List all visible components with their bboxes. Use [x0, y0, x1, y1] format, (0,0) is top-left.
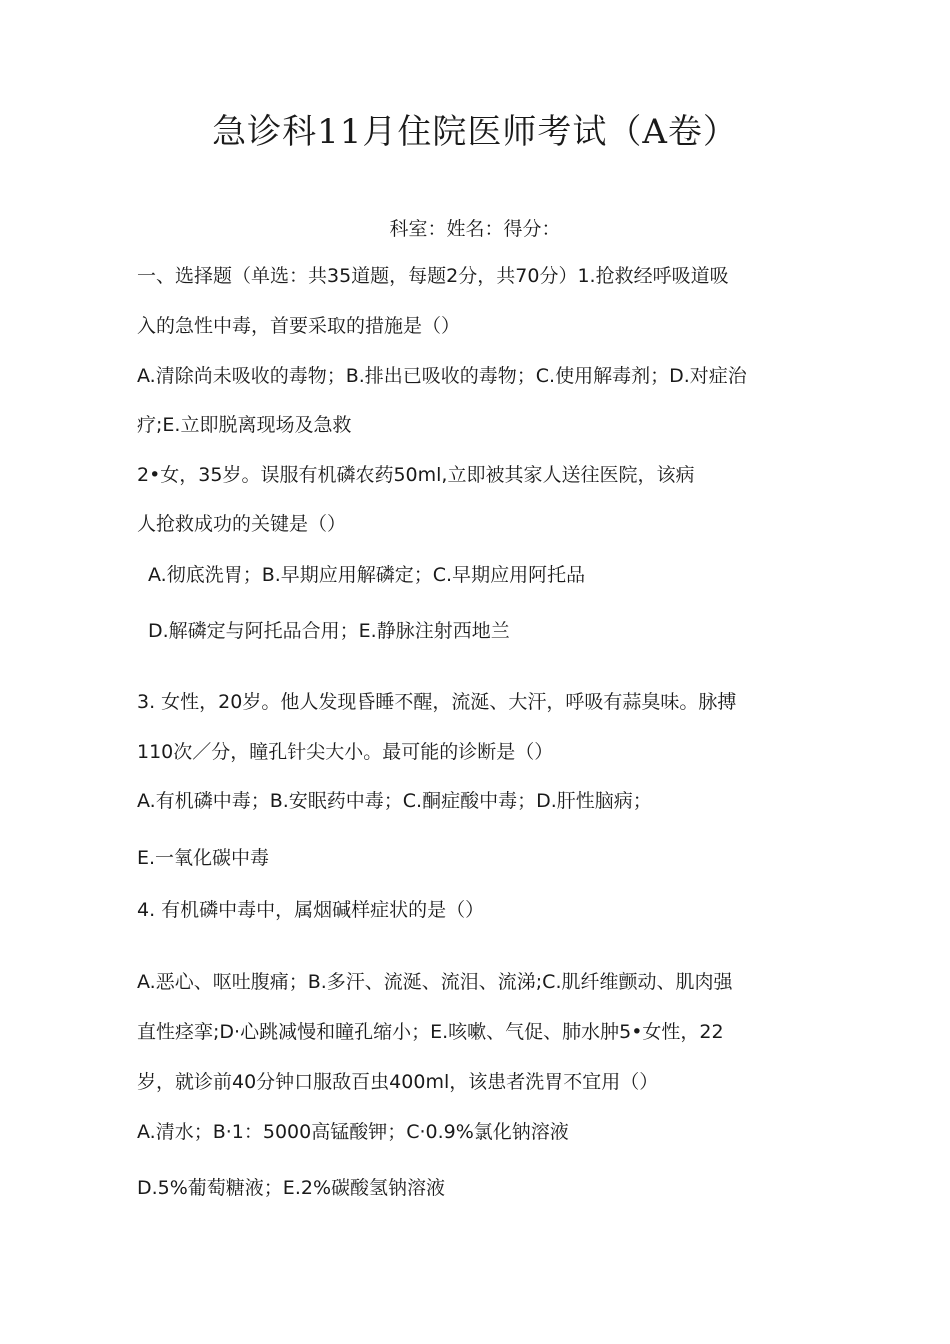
header-fields: 科室：姓名：得分： [389, 218, 561, 240]
answer-options: E.一氧化碳中毒 [137, 847, 270, 869]
answer-options: A.恶心、呕吐腹痛；B.多汗、流涎、流泪、流涕;C.肌纤维颤动、肌肉强 [137, 971, 733, 993]
answer-options: 直性痉挛;D·心跳减慢和瞳孔缩小；E.咳嗽、气促、肺水肿5•女性，22 [137, 1021, 724, 1043]
question-text: 110次／分，瞳孔针尖大小。最可能的诊断是（） [137, 741, 554, 763]
answer-options: A.有机磷中毒；B.安眠药中毒；C.酮症酸中毒；D.肝性脑病； [137, 790, 652, 812]
section-heading-q1: 一、选择题（单选：共35道题，每题2分，共70分）1.抢救经呼吸道吸 [137, 265, 729, 287]
answer-options: A.清水；B·1：5000高锰酸钾；C·0.9%氯化钠溶液 [137, 1121, 569, 1143]
answer-options: D.5%葡萄糖液；E.2%碳酸氢钠溶液 [137, 1177, 445, 1199]
answer-options: 疗;E.立即脱离现场及急救 [137, 414, 352, 436]
question-text: 人抢救成功的关键是（） [137, 513, 347, 535]
question-text: 2•女，35岁。误服有机磷农药50ml,立即被其家人送往医院，该病 [137, 464, 695, 486]
question-text: 岁，就诊前40分钟口服敌百虫400ml，该患者洗胃不宜用（） [137, 1071, 659, 1093]
answer-options: A.清除尚未吸收的毒物；B.排出已吸收的毒物；C.使用解毒剂；D.对症治 [137, 365, 747, 387]
document-title: 急诊科11月住院医师考试（A卷） [212, 112, 738, 152]
question-text: 入的急性中毒，首要采取的措施是（） [137, 315, 461, 337]
answer-options: D.解磷定与阿托品合用；E.静脉注射西地兰 [148, 620, 510, 642]
question-text: 3. 女性，20岁。他人发现昏睡不醒，流涎、大汗，呼吸有蒜臭味。脉搏 [137, 691, 737, 713]
answer-options: A.彻底洗胃；B.早期应用解磷定；C.早期应用阿托品 [148, 564, 586, 586]
question-text: 4. 有机磷中毒中，属烟碱样症状的是（） [137, 899, 485, 921]
